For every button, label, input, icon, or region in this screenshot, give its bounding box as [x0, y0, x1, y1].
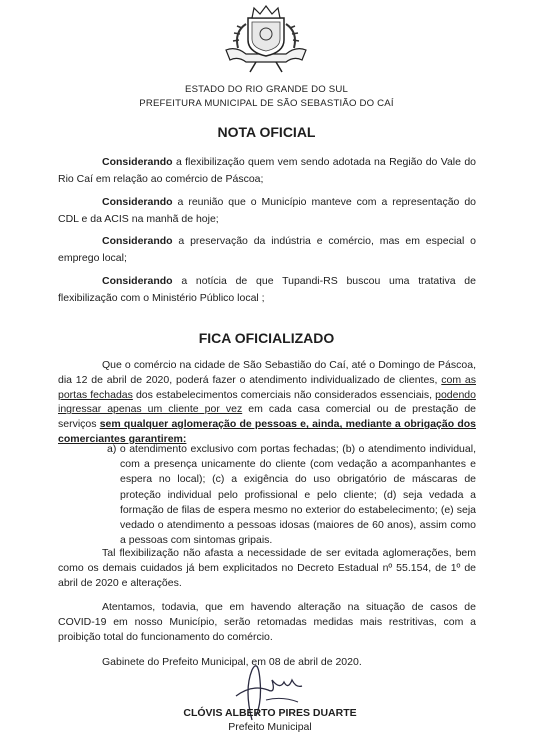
main-text-1: Que o comércio na cidade de São Sebastião do Caí, até o Domingo de Páscoa, dia 12 de abril de 2020, poderá fazer o atendimento individualizado de clientes,: [58, 359, 476, 386]
document-title: NOTA OFICIAL: [217, 124, 316, 140]
conditions-list: [107, 442, 476, 548]
consideration-lead: Considerando: [102, 235, 173, 247]
conditions-text: a) o atendimento exclusivo com portas fechadas; (b) o atendimento individual, com a presença unicamente do cliente (com vedação a acompanhantes e espera no local); (c) a exigência do uso obrigatório de máscaras de proteção individual pelo profissional e pelo cliente; (d) seja vedada a formação de filas de espera mesmo no exterior do estabelecimento; (e) seja vedado o atendimento a pessoas idosas (maiores de 60 anos), assim como a pessoas com sintomas gripais.: [107, 443, 476, 547]
consideration-text: a preservação da indústria e comércio, mas em especial o emprego local;: [58, 235, 476, 264]
closing-line: Gabinete do Prefeito Municipal, em 08 de abril de 2020.: [102, 656, 362, 668]
consideration-lead: Considerando: [102, 156, 173, 168]
signatory-name: CLÓVIS ALBERTO PIRES DUARTE: [183, 707, 357, 719]
decree-paragraph: Tal flexibilização não afasta a necessidade de ser evitada aglomerações, bem como os demais cuidados já bem explicitados no Decreto Estadual nº 55.154, de 1º de abril de 2020 e alterações.: [58, 547, 476, 589]
section-title: FICA OFICIALIZADO: [198, 330, 335, 346]
header-state: ESTADO DO RIO GRANDE DO SUL: [184, 84, 348, 95]
consideration-lead: Considerando: [102, 275, 173, 287]
consideration-3: [58, 233, 476, 267]
consideration-text: a flexibilização quem vem sendo adotada na Região do Vale do Rio Caí em relação ao comércio de Páscoa;: [58, 156, 476, 185]
warning-paragraph: Atentamos, todavia, que em havendo alteração na situação de casos de COVID-19 em nosso Município, serão retomadas medidas mais restritivas, com a proibição total do funcionamento do comércio.: [58, 601, 476, 643]
consideration-lead: Considerando: [102, 196, 173, 208]
consideration-4: [58, 273, 476, 307]
consideration-text: a reunião que o Município manteve com a representação do CDL e da ACIS na manhã de hoje;: [58, 196, 476, 225]
main-bold-underlined: sem qualquer aglomeração de pessoas e, ainda, mediante a obrigação dos comerciantes garantirem:: [58, 418, 476, 445]
main-text-2: dos estabelecimentos comerciais não considerados essenciais,: [132, 388, 436, 401]
consideration-2: [58, 194, 476, 228]
main-underlined-1: com as portas fechadas: [58, 373, 477, 401]
municipal-coat-of-arms: [216, 4, 316, 76]
consideration-1: [58, 154, 476, 188]
signatory-role: Prefeito Municipal: [228, 721, 312, 733]
main-underlined-2: podendo ingressar apenas um cliente por vez: [58, 388, 476, 416]
header-prefecture: PREFEITURA MUNICIPAL DE SÃO SEBASTIÃO DO CAÍ: [139, 98, 394, 109]
main-text-3: em cada casa comercial ou de prestação de serviços: [58, 403, 476, 431]
consideration-text: a notícia de que Tupandi-RS buscou uma tratativa de flexibilização com o Ministério Público local ;: [58, 275, 476, 304]
main-paragraph: [58, 358, 476, 447]
